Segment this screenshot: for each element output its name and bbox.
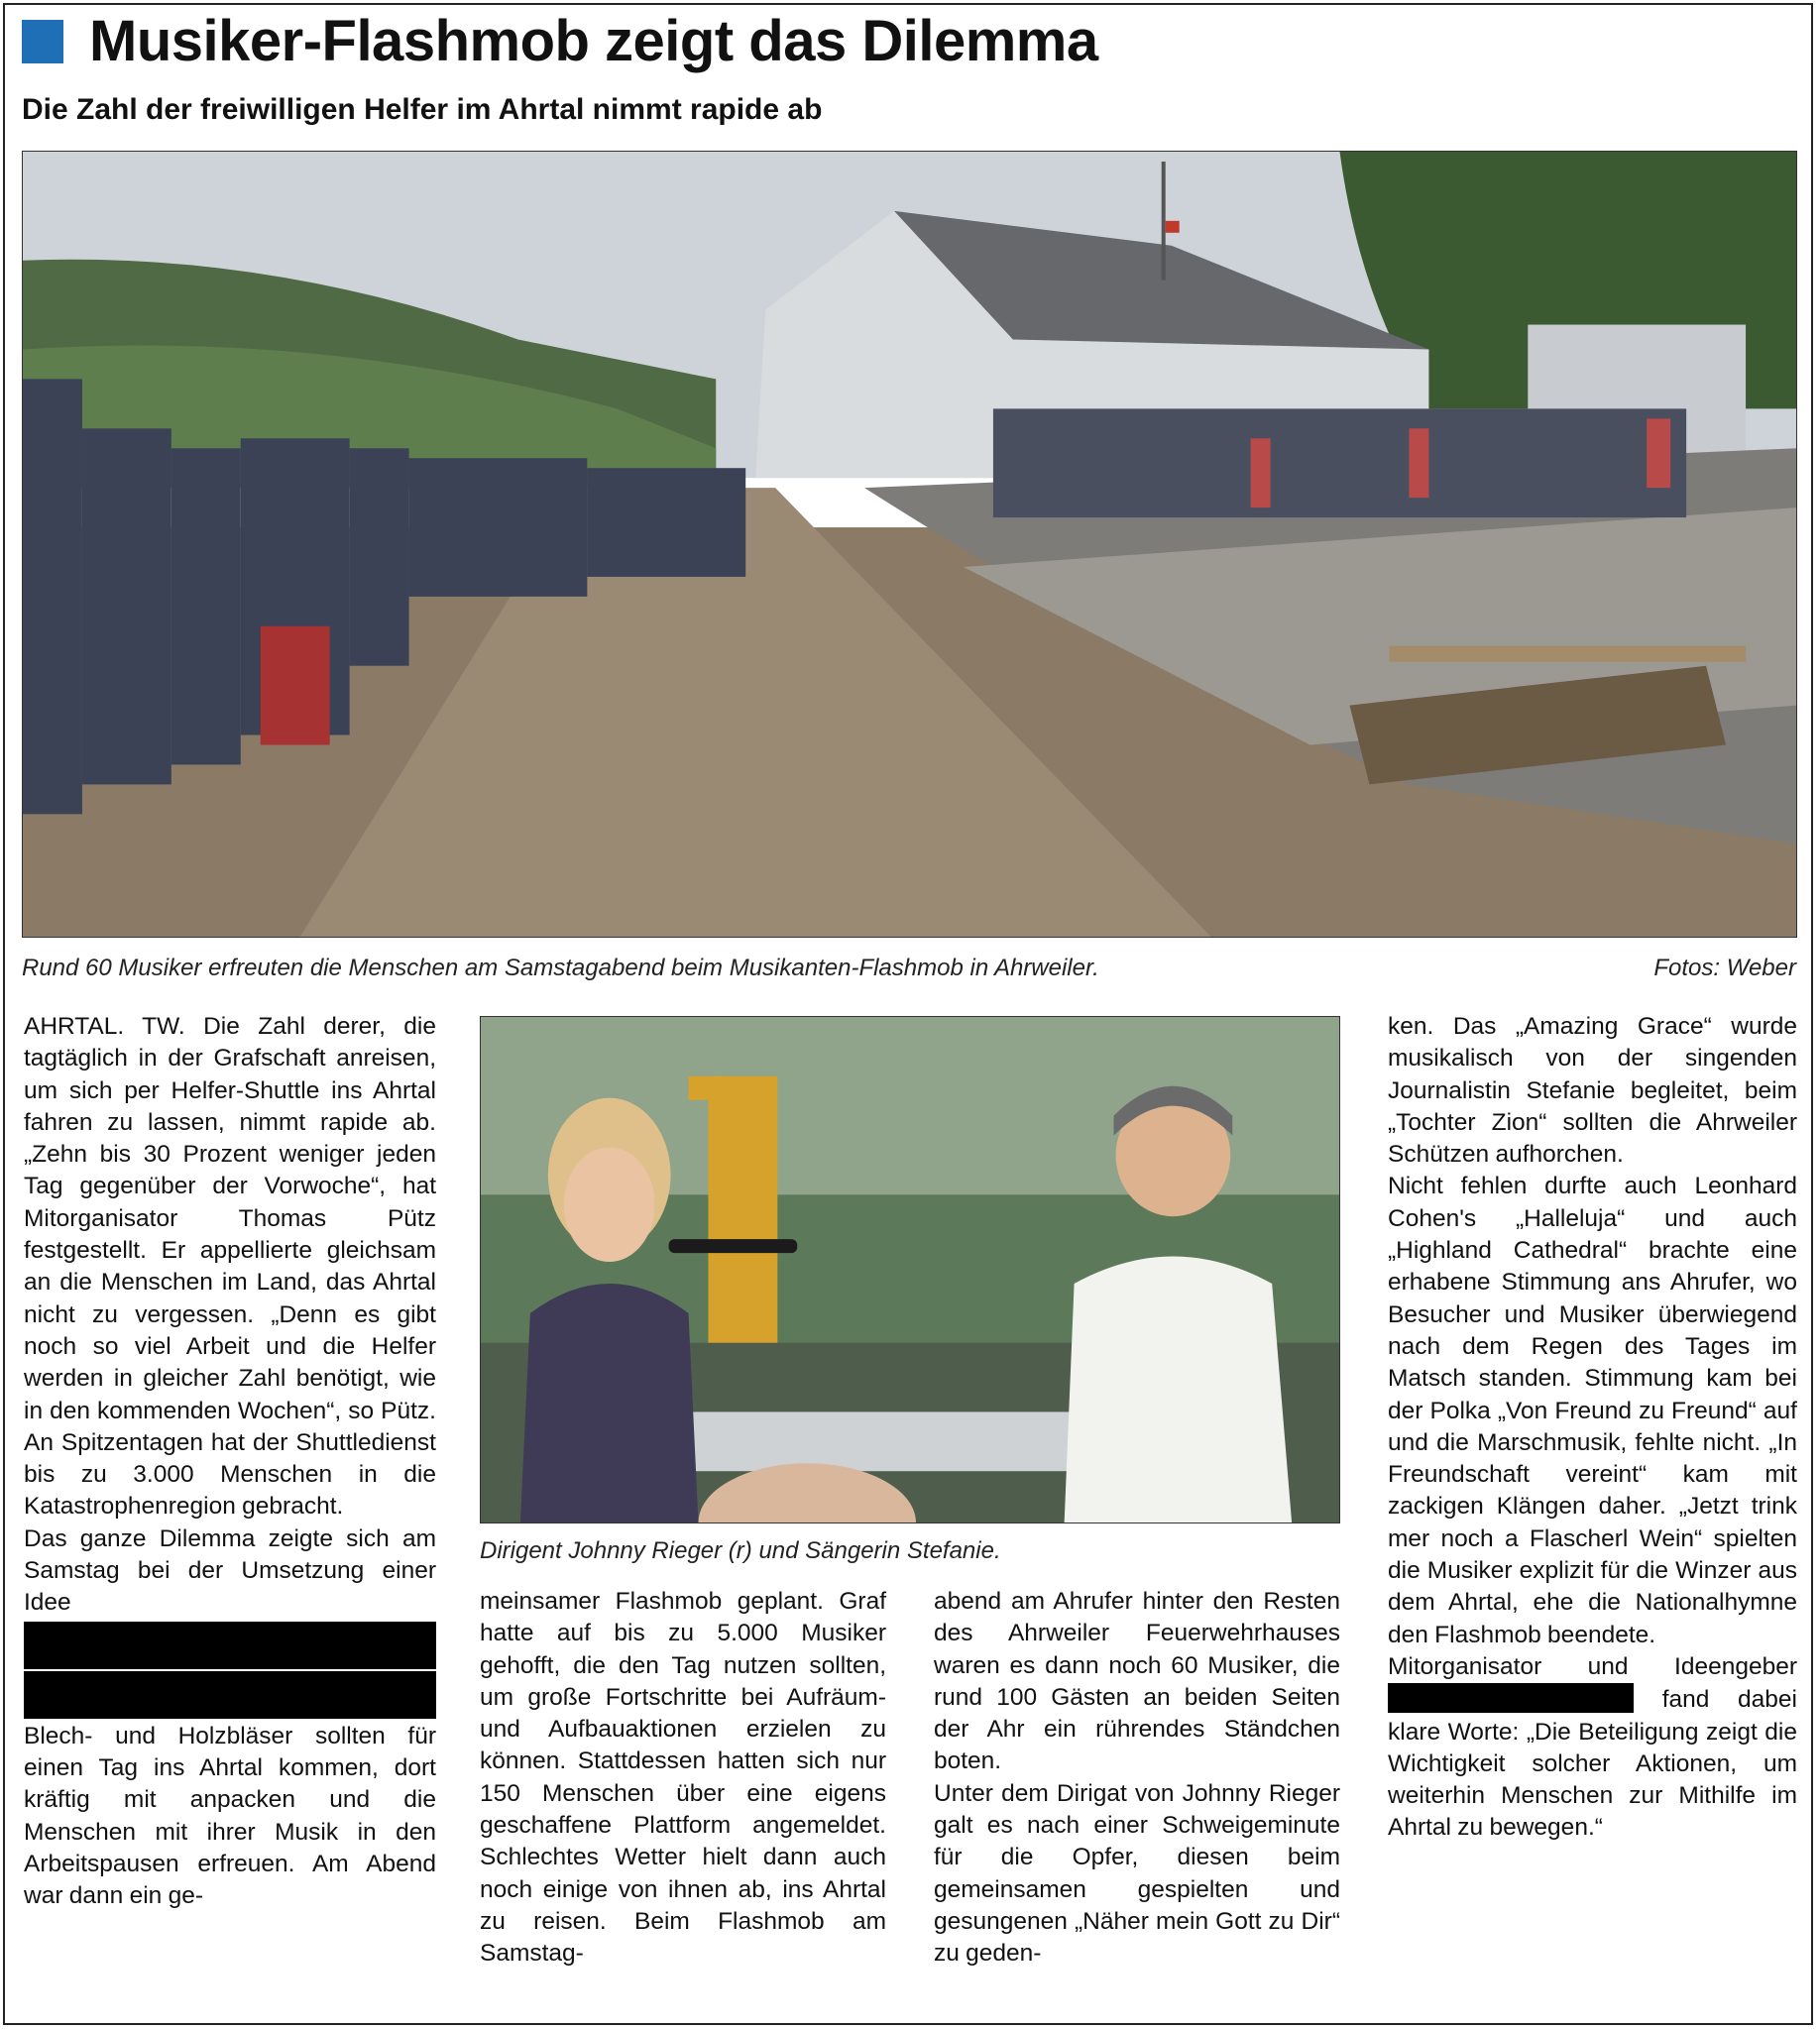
redaction-bar	[1388, 1683, 1634, 1713]
paragraph-rest: fand dabei klare Worte: „Die Beteiligung zeigt die Wichtigkeit solcher Aktionen, um weiterhin Menschen zur Mithilfe im Ahrtal zu bewegen.“	[1388, 1686, 1797, 1842]
inset-photo-caption: Dirigent Johnny Rieger (r) und Sängerin Stefanie.	[480, 1537, 1001, 1564]
main-photo	[22, 151, 1797, 938]
text-column-4	[1388, 1011, 1797, 1845]
paragraph: AHRTAL. TW. Die Zahl derer, die tagtäglich in der Grafschaft anreisen, um sich per Helfer-Shuttle ins Ahrtal fahren zu lassen, nimmt rapide ab. „Zehn bis 30 Prozent weniger jeden Tag gegenüber der Vorwoche“, hat Mitorganisator Thomas Pütz festgestellt. Er appellierte gleichsam an die Menschen im Land, das Ahrtal nicht zu vergessen. „Denn es gibt noch so viel Arbeit und die Helfer werden in gleicher Zahl benötigt, wie in den kommenden Wochen“, so Pütz. An Spitzentagen hat der Shuttledienst bis zu 3.000 Menschen in die Katastrophenregion gebracht.	[24, 1013, 436, 1521]
paragraph: ken. Das „Amazing Grace“ wurde musikalisch von der singenden Journalistin Stefanie begleitet, beim „Tochter Zion“ sollten die Ahrweiler Schützen aufhorchen.	[1388, 1013, 1797, 1169]
paragraph: Das ganze Dilemma zeigte sich am Samstag bei der Umsetzung einer Idee	[24, 1524, 436, 1617]
paragraph: meinsamer Flashmob geplant. Graf hatte auf bis zu 5.000 Musiker gehofft, die den Tag nutzen sollten, um große Fortschritte bei Aufräum- und Aufbauaktionen erzielen zu können. Stattdessen hatten sich nur 150 Menschen über eine eigens geschaffene Plattform angemeldet. Schlechtes Wetter hielt dann auch noch einige von ihnen ab, ins Ahrtal zu reisen. Beim Flashmob am Samstag-	[480, 1588, 886, 1968]
paragraph	[1388, 1651, 1797, 1845]
paragraph: Nicht fehlen durfte auch Leonhard Cohen's „Halleluja“ und auch „Highland Cathedral“ brachte eine erhabene Stimmung ans Ahrufer, wo Besucher und Musiker überwiegend nach dem Regen des Tages im Matsch standen. Stimmung kam bei der Polka „Von Freund zu Freund“ auf und die Marschmusik, fehlte nicht. „In Freundschaft vereint“ kam mit zackigen Klängen daher. „Jetzt trink mer noch a Flascherl Wein“ spielten die Musiker explizit für die Winzer aus dem Ahrtal, ehe die Nationalhymne den Flashmob beendete.	[1388, 1173, 1797, 1648]
paragraph: abend am Ahrufer hinter den Resten des Ahrweiler Feuerwehrhauses waren es dann noch 60 Musiker, die rund 100 Gästen an beiden Seiten der Ahr ein rührendes Ständchen boten.	[934, 1588, 1340, 1775]
redaction-bar	[24, 1622, 436, 1669]
paragraph: Unter dem Dirigat von Johnny Rieger galt es nach einer Schweigeminute für die Opfer, diesen beim gemeinsamen gespielten und gesungenen „Näher mein Gott zu Dir“ zu geden-	[934, 1779, 1340, 1968]
text-column-3	[934, 1586, 1340, 1971]
subheadline: Die Zahl der freiwilligen Helfer im Ahrtal nimmt rapide ab	[22, 93, 823, 126]
page-title: Musiker-Flashmob zeigt das Dilemma	[89, 9, 1098, 73]
redaction-bar	[24, 1671, 436, 1719]
headline-marker	[22, 20, 63, 63]
main-photo-caption: Rund 60 Musiker erfreuten die Menschen am Samstagabend beim Musikanten-Flashmob in Ahrweiler.	[22, 955, 1099, 981]
paragraph-lead: Mitorganisator und Ideengeber	[1388, 1652, 1797, 1680]
photo-credit: Fotos: Weber	[1653, 955, 1796, 981]
inset-photo	[480, 1016, 1340, 1523]
text-column-2	[480, 1586, 886, 1971]
paragraph: Blech- und Holzbläser sollten für einen Tag ins Ahrtal kommen, dort kräftig mit anpacken und die Menschen mit ihrer Musik in den Arbeitspausen erfreuen. Am Abend war dann ein ge-	[24, 1722, 436, 1910]
text-column-1	[24, 1011, 436, 1912]
